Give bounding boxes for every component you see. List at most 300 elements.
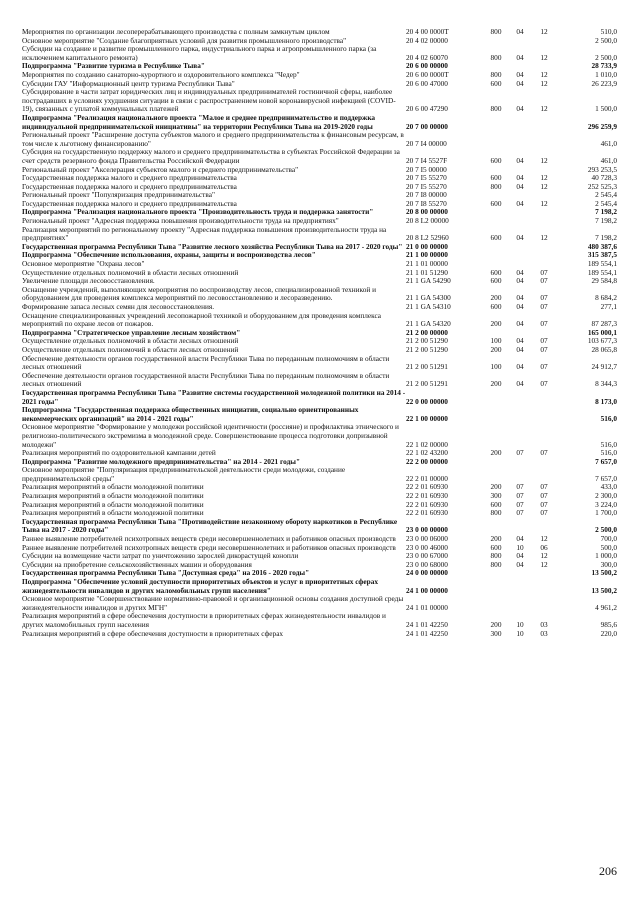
row-expense-type: 200 bbox=[490, 293, 502, 303]
row-section bbox=[508, 518, 532, 535]
row-subsection: 12 bbox=[540, 52, 548, 62]
row-amount: 1 700,0 bbox=[595, 508, 617, 518]
row-code: 21 1 GA 54300 bbox=[406, 293, 451, 303]
row-section: 04 bbox=[516, 78, 524, 88]
row-name: Основное мероприятие "Охрана лесов" bbox=[22, 259, 145, 269]
row-code: 22 2 01 60930 bbox=[406, 508, 448, 518]
row-section: 07 bbox=[516, 491, 524, 501]
row-name: Субсидии на создание и развитие промышленного парка, индустриального парка и агропромышленного парка (за исключением капитального ремонта) bbox=[22, 44, 377, 62]
row-name: Государственная поддержка малого и среднего предпринимательства bbox=[22, 173, 237, 183]
row-expense-type: 100 bbox=[490, 362, 502, 372]
row-code: 21 2 00 51290 bbox=[406, 336, 448, 346]
row-amount: 700,0 bbox=[600, 534, 617, 544]
row-name: Субсидия на государственную поддержку малого и среднего предпринимательства в субъектах Российской Федерации за счет средств резервного фонда Правительства Российской Федерации bbox=[22, 147, 400, 165]
row-subsection: 07 bbox=[540, 276, 548, 286]
row-section: 04 bbox=[516, 69, 524, 79]
table-row bbox=[22, 595, 617, 612]
row-expense-type: 300 bbox=[490, 491, 502, 501]
row-section bbox=[508, 389, 532, 406]
table-row bbox=[22, 466, 617, 483]
row-code: 20 4 00 0000Т bbox=[406, 27, 449, 36]
row-code: 20 7 00 00000 bbox=[406, 121, 448, 131]
row-subsection: 07 bbox=[540, 344, 548, 354]
row-amount: 13 500,2 bbox=[591, 585, 617, 595]
row-expense-type: 100 bbox=[490, 336, 502, 346]
row-name: Осуществление отдельных полномочий в области лесных отношений bbox=[22, 336, 239, 346]
row-code: 21 1 GA 54290 bbox=[406, 276, 451, 286]
row-section: 04 bbox=[516, 534, 524, 544]
row-expense-type bbox=[484, 518, 508, 535]
table-row bbox=[22, 131, 617, 148]
row-name: Региональный проект "Адресная поддержка повышения производительности труда на предприятиях" bbox=[22, 216, 339, 226]
row-subsection bbox=[532, 208, 556, 217]
row-amount: 315 387,5 bbox=[587, 250, 617, 260]
table-row bbox=[22, 355, 617, 372]
row-amount: 510,0 bbox=[600, 27, 617, 36]
budget-table-body bbox=[22, 28, 617, 638]
row-amount: 2 500,0 bbox=[595, 35, 617, 45]
row-code: 21 2 00 00000 bbox=[406, 327, 448, 337]
row-name: Увеличение площади лесовосстановления. bbox=[22, 276, 155, 286]
row-section bbox=[508, 217, 532, 226]
row-section: 04 bbox=[516, 276, 524, 286]
row-section: 04 bbox=[516, 27, 524, 36]
row-section: 04 bbox=[516, 559, 524, 569]
row-code: 20 8 00 00000 bbox=[406, 207, 448, 217]
row-name: Мероприятия по созданию санаторно-курортного и оздоровительного комплекса "Чедер" bbox=[22, 69, 300, 79]
row-section: 04 bbox=[516, 551, 524, 561]
row-name: Основное мероприятие "Формирование у молодежи российской идентичности (россияне) и профилактика этнического и религиозно-политического экстремизма в молодежной среде. Совершенствование процесса подготовки допризывной молодежи" bbox=[22, 422, 399, 449]
table-row bbox=[22, 406, 617, 423]
table-row bbox=[22, 286, 617, 303]
row-section: 04 bbox=[516, 336, 524, 346]
table-row bbox=[22, 423, 617, 449]
row-expense-type bbox=[484, 114, 508, 131]
row-subsection bbox=[532, 595, 556, 612]
row-name: Реализация мероприятий в области молодежной политики bbox=[22, 508, 204, 518]
row-amount: 433,0 bbox=[600, 482, 617, 492]
row-subsection bbox=[532, 406, 556, 423]
row-subsection: 12 bbox=[540, 559, 548, 569]
row-name: Основное мероприятие "Популяризация предпринимательской деятельности среди молодежи, создание предпринимательской среды" bbox=[22, 465, 346, 483]
budget-table bbox=[22, 28, 617, 638]
row-expense-type bbox=[484, 569, 508, 578]
row-expense-type: 600 bbox=[490, 499, 502, 509]
row-code: 20 8 L2 00000 bbox=[406, 216, 449, 226]
row-subsection: 12 bbox=[540, 27, 548, 36]
row-name: Реализация мероприятий в области молодежной политики bbox=[22, 491, 204, 501]
row-amount: 220,0 bbox=[600, 628, 617, 638]
row-section bbox=[508, 569, 532, 578]
row-expense-type bbox=[484, 595, 508, 612]
row-expense-type bbox=[484, 37, 508, 46]
row-amount: 985,6 bbox=[600, 619, 617, 629]
row-section: 04 bbox=[516, 198, 524, 208]
row-amount: 2 300,0 bbox=[595, 491, 617, 501]
table-row bbox=[22, 148, 617, 165]
row-name: Подпрограмма "Развитие туризма в Республике Тыва" bbox=[22, 61, 205, 71]
row-code: 22 1 02 43200 bbox=[406, 448, 448, 458]
row-code: 22 0 00 00000 bbox=[406, 396, 448, 406]
row-code: 20 4 02 00000 bbox=[406, 35, 448, 45]
row-code: 20 7 I5 55270 bbox=[406, 181, 447, 191]
row-section bbox=[508, 466, 532, 483]
row-section bbox=[508, 578, 532, 595]
row-expense-type: 200 bbox=[490, 319, 502, 329]
row-expense-type: 800 bbox=[490, 559, 502, 569]
table-row bbox=[22, 578, 617, 595]
row-code: 21 1 GA 54320 bbox=[406, 319, 451, 329]
row-name: Государственная программа Республики Тыва "Доступная среда" на 2016 - 2020 годы" bbox=[22, 568, 310, 578]
row-amount: 516,0 bbox=[600, 413, 617, 423]
row-code: 21 1 00 00000 bbox=[406, 250, 448, 260]
row-section: 04 bbox=[516, 344, 524, 354]
row-amount: 13 500,2 bbox=[591, 568, 617, 578]
row-subsection: 12 bbox=[540, 104, 548, 114]
row-subsection: 07 bbox=[540, 491, 548, 501]
row-amount: 500,0 bbox=[600, 542, 617, 552]
row-subsection: 07 bbox=[540, 267, 548, 277]
row-amount: 7 198,2 bbox=[595, 233, 617, 243]
row-expense-type: 600 bbox=[490, 173, 502, 183]
row-amount: 480 387,6 bbox=[587, 241, 617, 251]
row-name: Подпрограмма "Государственная поддержка общественных инициатив, социально ориентированных некоммерческих организаций" на 2014 - 2021 годы" bbox=[22, 405, 359, 423]
row-amount: 516,0 bbox=[600, 448, 617, 458]
row-code: 21 2 00 51291 bbox=[406, 379, 448, 389]
row-amount: 7 657,0 bbox=[595, 456, 617, 466]
row-amount: 8 344,3 bbox=[595, 379, 617, 389]
row-amount: 1 500,0 bbox=[595, 104, 617, 114]
row-expense-type: 600 bbox=[490, 198, 502, 208]
row-code: 23 0 00 67000 bbox=[406, 551, 448, 561]
row-name: Мероприятия по организации лесоперерабатывающего производства с полным замкнутым циклом bbox=[22, 27, 330, 36]
row-section: 07 bbox=[516, 448, 524, 458]
row-code: 20 7 I5 00000 bbox=[406, 164, 447, 174]
row-expense-type: 800 bbox=[490, 508, 502, 518]
row-section: 10 bbox=[516, 628, 524, 638]
row-section: 04 bbox=[516, 319, 524, 329]
row-name: Основное мероприятие "Создание благоприятных условий для развития промышленного производства" bbox=[22, 35, 347, 45]
row-expense-type: 600 bbox=[490, 267, 502, 277]
row-name: Региональный проект "Популяризация предпринимательства" bbox=[22, 190, 215, 200]
row-expense-type bbox=[484, 208, 508, 217]
row-name: Субсидии на приобретение сельскохозяйственных машин и оборудования bbox=[22, 559, 252, 569]
row-expense-type: 800 bbox=[490, 551, 502, 561]
row-name: Оснащение учреждений, выполняющих мероприятия по воспроизводству лесов, специализированной техникой и оборудованием для проведения комплекса мероприятий по лесовосстановлению и лесоразведению. bbox=[22, 284, 377, 303]
row-subsection bbox=[532, 389, 556, 406]
row-section bbox=[508, 458, 532, 467]
row-section: 07 bbox=[516, 482, 524, 492]
row-expense-type: 200 bbox=[490, 619, 502, 629]
row-amount: 3 224,0 bbox=[595, 499, 617, 509]
row-subsection: 12 bbox=[540, 181, 548, 191]
row-amount: 296 259,9 bbox=[587, 121, 617, 131]
row-section: 04 bbox=[516, 52, 524, 62]
table-row bbox=[22, 45, 617, 62]
row-amount: 461,0 bbox=[600, 138, 617, 148]
row-code: 23 0 00 06000 bbox=[406, 534, 448, 544]
row-expense-type: 200 bbox=[490, 482, 502, 492]
row-code: 24 1 01 42250 bbox=[406, 619, 448, 629]
row-subsection bbox=[532, 466, 556, 483]
row-expense-type: 200 bbox=[490, 344, 502, 354]
row-code: 20 7 I8 55270 bbox=[406, 198, 447, 208]
row-section: 07 bbox=[516, 508, 524, 518]
row-name: Подпрограмма "Реализация национального проекта "Малое и среднее предпринимательство и поддержка индивидуальной предпринимательской инициативы" на территории Республики Тыва на 2019-2020 годы bbox=[22, 112, 376, 131]
row-section: 04 bbox=[516, 379, 524, 389]
row-expense-type bbox=[484, 217, 508, 226]
row-section: 04 bbox=[516, 233, 524, 243]
row-name: Реализация мероприятий в сфере обеспечения доступности в приоритетных сферах жизнедеятельности инвалидов и других маломобильных групп населения bbox=[22, 611, 386, 629]
row-subsection: 07 bbox=[540, 499, 548, 509]
row-name: Обеспечение деятельности органов государственной власти Республики Тыва по переданным полномочиям в области лесных отношений bbox=[22, 353, 390, 372]
row-subsection: 07 bbox=[540, 379, 548, 389]
row-amount: 8 684,2 bbox=[595, 293, 617, 303]
row-subsection bbox=[532, 243, 556, 252]
row-expense-type bbox=[484, 423, 508, 449]
row-code: 20 7 I5 55270 bbox=[406, 173, 447, 183]
row-code: 20 6 00 47000 bbox=[406, 78, 448, 88]
row-subsection bbox=[532, 114, 556, 131]
row-code: 23 0 00 46000 bbox=[406, 542, 448, 552]
row-amount: 165 000,1 bbox=[587, 327, 617, 337]
row-code: 20 7 I4 00000 bbox=[406, 138, 447, 148]
row-name: Формирование запаса лесных семян для лесовосстановления. bbox=[22, 302, 215, 311]
row-name: Подпрограмма "Обеспечение использования, охраны, защиты и воспроизводства лесов" bbox=[22, 250, 316, 260]
row-amount: 461,0 bbox=[600, 155, 617, 165]
row-amount: 40 728,3 bbox=[591, 173, 617, 183]
table-row bbox=[22, 88, 617, 114]
row-expense-type: 200 bbox=[490, 534, 502, 544]
page-number: 206 bbox=[599, 864, 617, 878]
row-section bbox=[508, 251, 532, 260]
row-subsection: 12 bbox=[540, 198, 548, 208]
row-code: 22 2 01 00000 bbox=[406, 473, 448, 483]
table-row bbox=[22, 389, 617, 406]
row-code: 20 7 I8 00000 bbox=[406, 190, 447, 200]
row-subsection: 12 bbox=[540, 69, 548, 79]
row-subsection bbox=[532, 518, 556, 535]
row-subsection: 07 bbox=[540, 448, 548, 458]
row-name: Региональный проект "Расширение доступа субъектов малого и среднего предпринимательства к финансовым ресурсам, в том числе к льготному финансированию" bbox=[22, 130, 404, 148]
row-subsection: 06 bbox=[540, 542, 548, 552]
row-code: 20 6 00 47290 bbox=[406, 104, 448, 114]
row-amount: 300,0 bbox=[600, 559, 617, 569]
row-expense-type bbox=[484, 406, 508, 423]
row-name: Государственная программа Республики Тыва "Противодействие незаконному обороту наркотиков в Республике Тыва на 2017 - 2020 годы" bbox=[22, 516, 398, 535]
row-section bbox=[508, 208, 532, 217]
row-code: 22 2 01 60930 bbox=[406, 491, 448, 501]
row-expense-type bbox=[484, 458, 508, 467]
table-row bbox=[22, 612, 617, 629]
table-row bbox=[22, 114, 617, 131]
row-amount: 8 173,0 bbox=[595, 396, 617, 406]
row-subsection: 07 bbox=[540, 293, 548, 303]
row-subsection: 12 bbox=[540, 173, 548, 183]
row-subsection: 03 bbox=[540, 628, 548, 638]
row-subsection bbox=[532, 251, 556, 260]
row-code: 21 1 GA 54310 bbox=[406, 302, 451, 311]
row-subsection: 07 bbox=[540, 362, 548, 372]
row-amount: 2 500,0 bbox=[595, 525, 617, 535]
row-expense-type: 600 bbox=[490, 302, 502, 311]
row-name: Подпрограмма "Обеспечение условий доступности приоритетных объектов и услуг в приоритетных сферах жизнедеятельности инвалидов и других маломобильных групп населения" bbox=[22, 577, 379, 595]
row-section: 07 bbox=[516, 499, 524, 509]
row-section: 04 bbox=[516, 362, 524, 372]
row-subsection bbox=[532, 217, 556, 226]
row-amount: 516,0 bbox=[600, 439, 617, 449]
table-row bbox=[22, 630, 617, 639]
row-section bbox=[508, 595, 532, 612]
row-code: 21 1 01 51290 bbox=[406, 267, 448, 277]
row-section: 04 bbox=[516, 181, 524, 191]
row-code: 24 0 00 00000 bbox=[406, 568, 448, 578]
row-subsection: 07 bbox=[540, 508, 548, 518]
row-code: 22 2 00 00000 bbox=[406, 456, 448, 466]
row-code: 23 0 00 00000 bbox=[406, 525, 448, 535]
row-amount: 2 545,4 bbox=[595, 190, 617, 200]
row-amount: 26 223,9 bbox=[591, 78, 617, 88]
row-name: Региональный проект "Акселерация субъектов малого и среднего предпринимательства" bbox=[22, 164, 299, 174]
row-expense-type: 600 bbox=[490, 542, 502, 552]
row-expense-type bbox=[484, 578, 508, 595]
row-amount: 2 545,4 bbox=[595, 198, 617, 208]
row-name: Реализация мероприятий по оздоровительной кампании детей bbox=[22, 448, 216, 458]
row-subsection: 12 bbox=[540, 155, 548, 165]
row-name: Оснащение специализированных учреждений лесопожарной техникой и оборудованием для проведения комплекса мероприятий по охране лесов от пожаров. bbox=[22, 310, 382, 329]
row-code: 23 0 00 68000 bbox=[406, 559, 448, 569]
row-code: 21 1 01 00000 bbox=[406, 259, 448, 269]
row-name: Государственная программа Республики Тыва "Развитие лесного хозяйства Республики Тыва на 2017 - 2020 годы" bbox=[22, 241, 403, 251]
row-subsection: 03 bbox=[540, 619, 548, 629]
row-section bbox=[508, 243, 532, 252]
row-amount: 28 733,9 bbox=[591, 61, 617, 71]
row-code: 20 4 02 60070 bbox=[406, 52, 448, 62]
row-name: Подпрограмма "Развитие молодежного предпринимательства" на 2014 - 2021 годы" bbox=[22, 456, 301, 466]
row-name: Обеспечение деятельности органов государственной власти Республики Тыва по переданным полномочиям в области лесных отношений bbox=[22, 370, 390, 389]
row-expense-type bbox=[484, 251, 508, 260]
row-section: 10 bbox=[516, 619, 524, 629]
row-code: 20 8 L2 52960 bbox=[406, 233, 449, 243]
row-code: 21 2 00 51290 bbox=[406, 344, 448, 354]
row-code: 20 7 I4 5527F bbox=[406, 155, 448, 165]
row-name: Подпрограмма "Стратегическое управление лесным хозяйством" bbox=[22, 327, 241, 337]
row-name: Государственная поддержка малого и среднего предпринимательства bbox=[22, 198, 237, 208]
row-expense-type: 800 bbox=[490, 52, 502, 62]
row-expense-type bbox=[484, 389, 508, 406]
row-amount: 293 253,5 bbox=[587, 164, 617, 174]
row-subsection: 07 bbox=[540, 336, 548, 346]
table-row bbox=[22, 372, 617, 389]
row-code: 22 2 01 60930 bbox=[406, 499, 448, 509]
row-section: 04 bbox=[516, 293, 524, 303]
row-expense-type: 600 bbox=[490, 78, 502, 88]
row-name: Реализация мероприятий по региональному проекту "Адресная поддержка повышения производительности труда на предприятиях" bbox=[22, 224, 387, 243]
row-section bbox=[508, 423, 532, 449]
row-name: Государственная программа Республики Тыва "Развитие системы государственной молодежной политики на 2014 - 2021 годы" bbox=[22, 387, 406, 406]
row-expense-type bbox=[484, 466, 508, 483]
row-name: Раннее выявление потребителей психотропных веществ среди несовершеннолетних и работников опасных производств bbox=[22, 534, 396, 544]
row-amount: 1 010,0 bbox=[595, 69, 617, 79]
row-name: Осуществление отдельных полномочий в области лесных отношений bbox=[22, 267, 239, 277]
row-expense-type: 800 bbox=[490, 27, 502, 36]
row-section: 04 bbox=[516, 155, 524, 165]
row-expense-type: 600 bbox=[490, 155, 502, 165]
row-amount: 103 677,3 bbox=[587, 336, 617, 346]
row-subsection bbox=[532, 578, 556, 595]
row-code: 22 2 01 60930 bbox=[406, 482, 448, 492]
table-row bbox=[22, 226, 617, 243]
row-subsection: 07 bbox=[540, 482, 548, 492]
row-code: 20 6 00 0000Т bbox=[406, 69, 449, 79]
row-section bbox=[508, 406, 532, 423]
row-amount: 7 198,2 bbox=[595, 216, 617, 226]
row-section: 04 bbox=[516, 173, 524, 183]
row-code: 21 0 00 00000 bbox=[406, 241, 448, 251]
row-name: Реализация мероприятий в области молодежной политики bbox=[22, 482, 204, 492]
row-amount: 189 554,1 bbox=[587, 259, 617, 269]
table-row bbox=[22, 312, 617, 329]
row-section: 04 bbox=[516, 267, 524, 277]
row-code: 20 6 00 00000 bbox=[406, 61, 448, 71]
row-amount: 29 584,8 bbox=[591, 276, 617, 286]
row-code: 22 1 00 00000 bbox=[406, 413, 448, 423]
row-amount: 189 554,1 bbox=[587, 267, 617, 277]
row-code: 24 1 00 00000 bbox=[406, 585, 448, 595]
row-subsection: 12 bbox=[540, 534, 548, 544]
row-section bbox=[508, 37, 532, 46]
row-amount: 2 500,0 bbox=[595, 52, 617, 62]
row-name: Субсидии на возмещение части затрат по уничтожению зарослей дикорастущей конопли bbox=[22, 551, 299, 561]
row-subsection bbox=[532, 423, 556, 449]
row-expense-type bbox=[484, 131, 508, 148]
row-subsection bbox=[532, 37, 556, 46]
row-expense-type: 600 bbox=[490, 233, 502, 243]
row-amount: 252 525,3 bbox=[587, 181, 617, 191]
row-amount: 7 657,0 bbox=[595, 473, 617, 483]
row-expense-type: 800 bbox=[490, 104, 502, 114]
row-name: Реализация мероприятий в области молодежной политики bbox=[22, 499, 204, 509]
row-code: 21 2 00 51291 bbox=[406, 362, 448, 372]
row-expense-type: 300 bbox=[490, 628, 502, 638]
row-name: Раннее выявление потребителей психотропных веществ среди несовершеннолетних и работников опасных производств bbox=[22, 542, 396, 552]
row-name: Основное мероприятие "Совершенствование нормативно-правовой и организационной основы создания доступной среды жизнедеятельности инвалидов и других МГН" bbox=[22, 594, 404, 612]
row-amount: 24 912,7 bbox=[591, 362, 617, 372]
row-name: Реализация мероприятий в сфере обеспечения доступности в приоритетных сферах bbox=[22, 628, 284, 638]
row-section: 10 bbox=[516, 542, 524, 552]
row-name: Государственная поддержка малого и среднего предпринимательства bbox=[22, 181, 237, 191]
row-expense-type: 600 bbox=[490, 276, 502, 286]
row-subsection: 12 bbox=[540, 233, 548, 243]
row-amount: 87 287,3 bbox=[591, 319, 617, 329]
row-code: 22 1 02 00000 bbox=[406, 439, 448, 449]
row-expense-type: 800 bbox=[490, 181, 502, 191]
row-code: 24 1 01 42250 bbox=[406, 628, 448, 638]
row-subsection bbox=[532, 569, 556, 578]
row-subsection bbox=[532, 458, 556, 467]
row-section: 04 bbox=[516, 302, 524, 311]
row-subsection: 07 bbox=[540, 302, 548, 311]
row-amount: 1 000,0 bbox=[595, 551, 617, 561]
row-amount: 7 198,2 bbox=[595, 207, 617, 217]
row-name: Осуществление отдельных полномочий в области лесных отношений bbox=[22, 344, 239, 354]
row-subsection bbox=[532, 131, 556, 148]
row-section bbox=[508, 131, 532, 148]
row-section: 04 bbox=[516, 104, 524, 114]
row-expense-type: 200 bbox=[490, 379, 502, 389]
row-name: Подпрограмма "Реализация национального проекта "Производительность труда и поддержка занятости" bbox=[22, 207, 374, 217]
row-expense-type: 800 bbox=[490, 69, 502, 79]
